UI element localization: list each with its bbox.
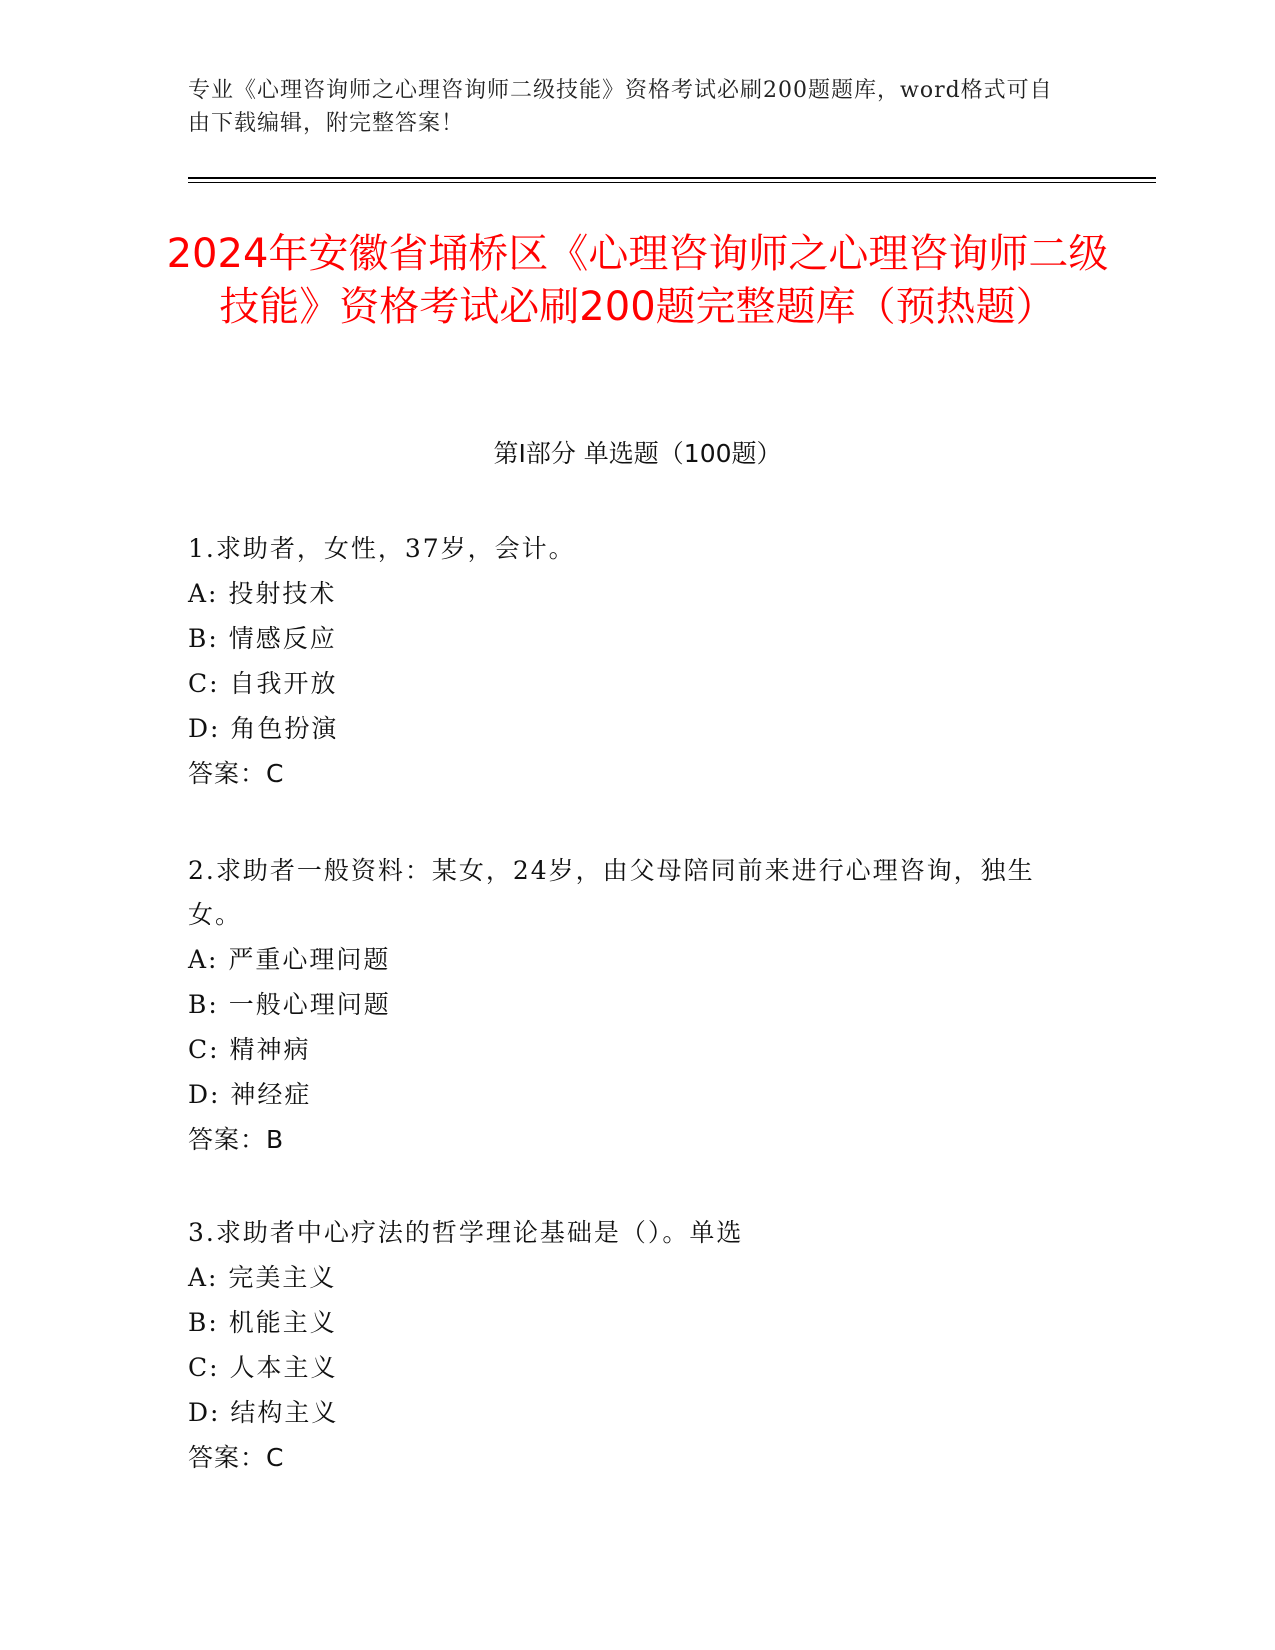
question-stem: 1.求助者，女性，37岁，会计。 <box>188 534 576 563</box>
option-d: D: 结构主义 <box>188 1398 339 1427</box>
question-stem: 2.求助者一般资料：某女，24岁，由父母陪同前来进行心理咨询，独生女。 <box>188 856 1035 929</box>
section-title: 第I部分 单选题（100题） <box>493 439 782 468</box>
option-d: D: 神经症 <box>188 1080 312 1109</box>
answer: 答案：C <box>188 759 285 788</box>
header-rule-thin <box>188 182 1156 183</box>
header-rule-thick <box>188 177 1156 179</box>
option-a: A: 严重心理问题 <box>188 945 391 974</box>
answer: 答案：B <box>188 1125 285 1154</box>
question-block <box>188 849 1068 1162</box>
option-c: C: 精神病 <box>188 1035 311 1064</box>
option-c: C: 自我开放 <box>188 669 338 698</box>
question-block <box>188 527 1068 796</box>
option-a: A: 投射技术 <box>188 579 337 608</box>
document-title: 2024年安徽省埇桥区《心理咨询师之心理咨询师二级技能》资格考试必刷200题完整题库（预热题） <box>166 231 1109 330</box>
option-b: B: 情感反应 <box>188 624 337 653</box>
question-block <box>188 1211 1068 1480</box>
header-note: 专业《心理咨询师之心理咨询师二级技能》资格考试必刷200题题库，word格式可自由下载编辑，附完整答案！ <box>188 78 1053 136</box>
option-b: B: 一般心理问题 <box>188 990 391 1019</box>
option-a: A: 完美主义 <box>188 1263 337 1292</box>
question-stem: 3.求助者中心疗法的哲学理论基础是（）。单选 <box>188 1218 744 1247</box>
option-d: D: 角色扮演 <box>188 714 339 743</box>
option-c: C: 人本主义 <box>188 1353 338 1382</box>
answer: 答案：C <box>188 1443 285 1472</box>
option-b: B: 机能主义 <box>188 1308 337 1337</box>
